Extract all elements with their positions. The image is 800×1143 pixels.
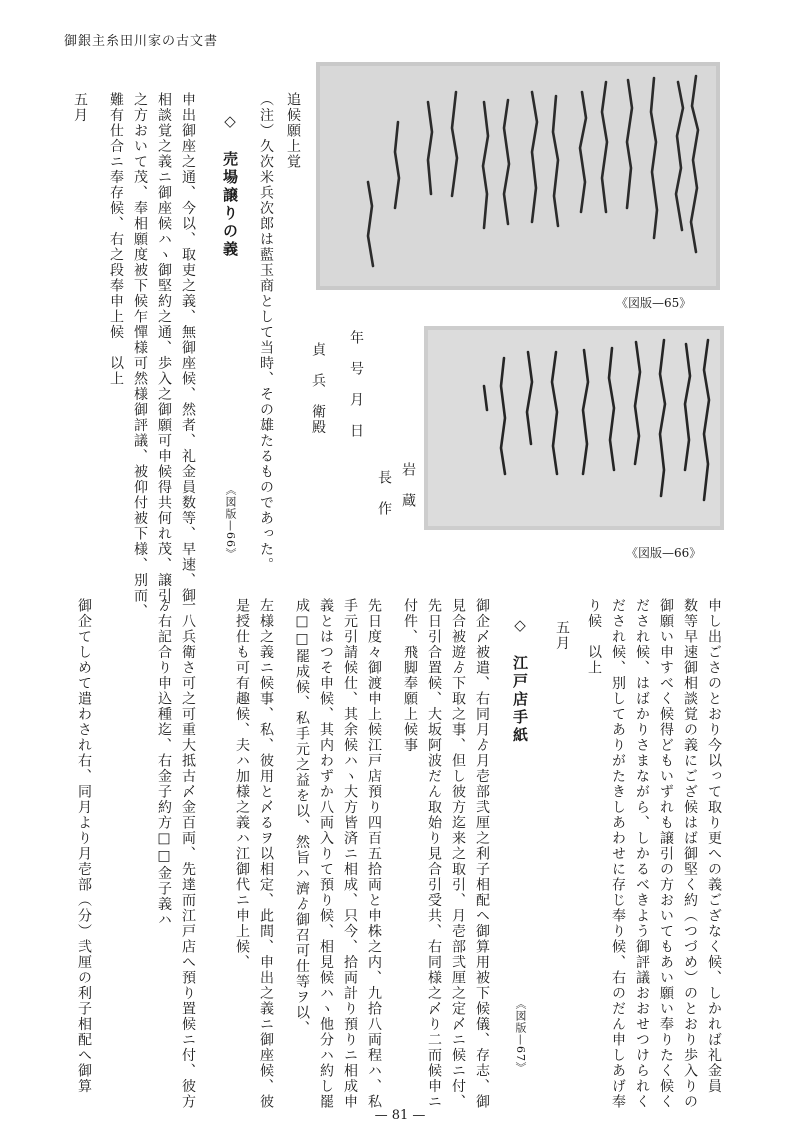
- section1-month: 五月: [72, 92, 88, 123]
- body-line: 相談覚之義ニ御座候ハヽ御堅約之通、歩入之御願可申候得共何れ茂、譲引: [156, 92, 172, 604]
- signatory-chosaku: 長 作: [376, 470, 392, 517]
- transcription-month: 五月: [554, 620, 570, 651]
- transcription-line: り候 以上: [586, 598, 602, 676]
- body-line: 是授仕も可有趣候、夫ハ加様之義ハ江御代ニ申上候、: [234, 598, 250, 970]
- signatory-iwakura: 岩 蔵: [400, 462, 416, 509]
- body-line: 一八兵衛さ可之可重大抵古〆金百両、先達而江戸店へ預り置候ニ付、彼方: [180, 598, 196, 1110]
- body-line: 付件、飛脚奉願上候事: [402, 598, 418, 753]
- body-line: 見合被遊ゟ下取之事、但し彼方迄来之取引、月壱部弐厘之定〆ニ候ニ付、: [450, 598, 466, 1110]
- body-line: 先日度々御渡申上候江戸店預り四百五拾両と申株之内、九拾八両程ハ、私: [366, 598, 382, 1110]
- section-heading-uriba: ◇ 売場譲りの義: [221, 112, 239, 259]
- body-line: 成□□罷成候、私手元之益を以、然旨ハ濟ゟ御召可仕等ヲ以、: [294, 598, 310, 1036]
- document-photo-66: [424, 326, 724, 530]
- handwritten-letter-image: [424, 326, 724, 530]
- plate-reference-67: 《図版—67》: [514, 998, 527, 1074]
- body-line: 手元引請候仕、其余候ハヽ大方皆済ニ相成、只今、拾両計り預りニ相成申: [342, 598, 358, 1110]
- handwritten-document-image: [316, 62, 720, 290]
- transcription-line: だされ候、別してありがたきしあわせに存じ奉り候、右のだん申しあげ奉: [610, 598, 626, 1110]
- transcription-line: だされ候、はばかりさまながら、しかるべきよう御評議おおせつけられく: [634, 598, 650, 1110]
- photo-66-caption: 《図版—66》: [626, 546, 702, 560]
- transcription-line: 数等早速御相談覚の義にござ候はば御堅く約（つづめ）のとおり歩入りの: [682, 598, 698, 1110]
- page-number: — 81 —: [374, 1108, 426, 1123]
- body-line: 之方おいて茂、奉相願度被下候乍憚様可然様御評議、被仰付被下様、別而、: [132, 92, 148, 619]
- addressee-line: 貞 兵 衛殿: [310, 342, 326, 435]
- photo-65-caption: 《図版—65》: [616, 296, 692, 310]
- transcription-line: 申し出ごさのとおり今以って取り更への義ござなく候、しかれば礼金員: [706, 598, 722, 1094]
- annotation-note: （注）久次米兵次郎は藍玉商として当時、その雄たるものであった。: [258, 92, 274, 573]
- plate-reference-66: 《図版—66》: [224, 484, 237, 560]
- document-photo-65: [316, 62, 720, 290]
- document-title-oi: 追候願上覚: [285, 92, 301, 170]
- body-line: 申出御座之通、今以、取吏之義、無御座候、然者、礼金員数等、早速、御: [180, 92, 196, 604]
- body-line: 義とはつそ申候、其内わずか八両入りて預り候、相見候ハヽ他分ハ約し罷: [318, 598, 334, 1110]
- transcription-line: 御願い申すべく候得どもいずれも譲引の方おいてもあい願い奉りたく候く: [658, 598, 674, 1110]
- body-line: 左様之義ニ候事、私、彼用と〆るヲ以相定、此間、申出之義ニ御座候、彼: [258, 598, 274, 1110]
- date-line: 年 号 月 日: [348, 330, 364, 439]
- body-line: 先日引合置候、大坂阿波だん取始り見合引受共、右同様之〆り二而候申ニ: [426, 598, 442, 1110]
- body-line: 御企〆被遣、右同月ゟ月壱部弐厘之利子相配ヘ御算用被下候儀、存志、御: [474, 598, 490, 1110]
- section-heading-edo: ◇ 江戸店手紙: [511, 616, 529, 745]
- page-header: 御銀主糸田川家の古文書: [64, 34, 219, 49]
- body-line: 難有仕合ニ奉存候、右之段奉申上候 以上: [108, 92, 124, 387]
- body-line: 御企てしめて遣わされ右、同月より月壱部（分）弐厘の利子相配へ御算: [76, 598, 92, 1094]
- body-line: ゟ右記合り申込種迄、右金子約方□□金子義ハ: [156, 598, 172, 928]
